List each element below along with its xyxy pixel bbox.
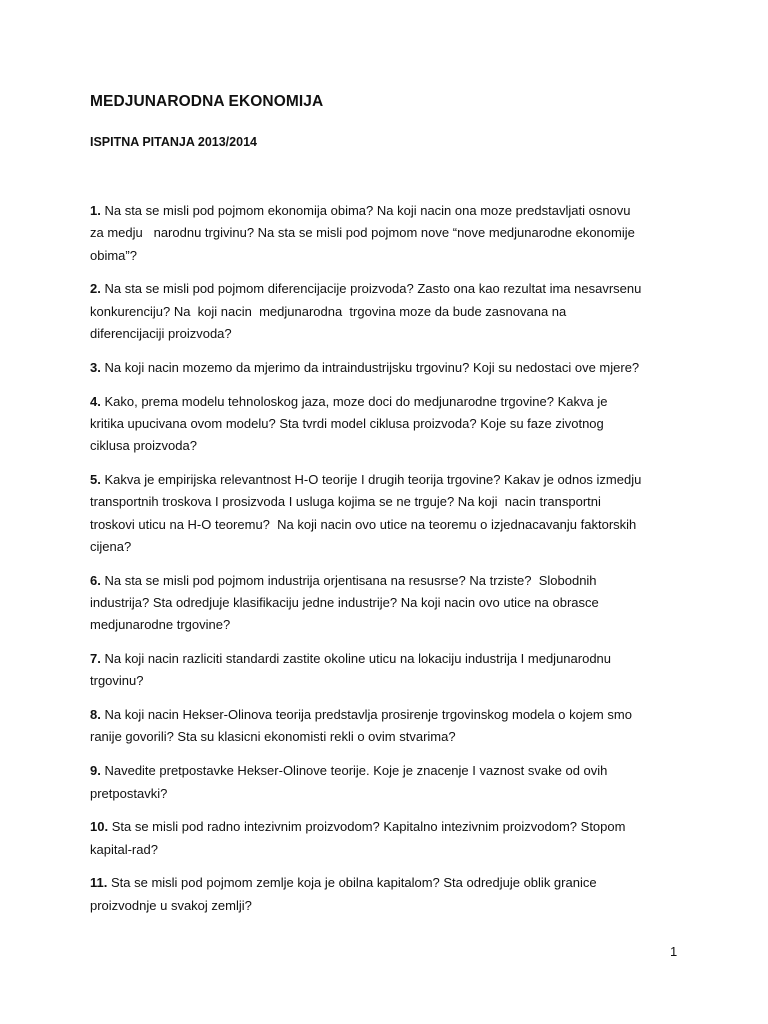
question-text-line: pretpostavki?	[90, 785, 168, 801]
question-text-line: Na koji nacin razliciti standardi zastite okoline uticu na lokaciju industrija I medjunarodnu	[104, 651, 612, 667]
question-text-line: kritika upucivana ovom modelu? Sta tvrdi model ciklusa proizvoda? Koje su faze zivotnog	[90, 415, 604, 431]
question-number: 5.	[90, 471, 101, 487]
question-text-line: medjunarodne trgovine?	[90, 617, 231, 633]
question-number: 8.	[90, 707, 101, 723]
question-number: 10.	[90, 819, 109, 835]
question-text-line: Sta se misli pod pojmom zemlje koja je obilna kapitalom? Sta odredjuje oblik granice	[110, 875, 597, 891]
question-item	[90, 570, 688, 637]
question-text-line: Navedite pretpostavke Hekser-Olinove teorije. Koje je znacenje I vaznost svake od ovih	[104, 763, 608, 779]
question-text-line: troskovi uticu na H-O teoremu? Na koji nacin ovo utice na teoremu o izjednacavanju faktorskih	[90, 516, 637, 532]
question-number: 7.	[90, 651, 101, 667]
question-text-line: Sta se misli pod radno intezivnim proizvodom? Kapitalno intezivnim proizvodom? Stopom	[111, 819, 626, 835]
question-number: 2.	[90, 281, 101, 297]
question-text-line: industrija? Sta odredjuje klasifikaciju jedne industrije? Na koji nacin ovo utice na obrasce	[90, 594, 599, 610]
question-number: 9.	[90, 763, 101, 779]
document-title: MEDJUNARODNA EKONOMIJA	[90, 93, 324, 110]
page-number: 1	[670, 944, 678, 959]
question-number: 11.	[90, 875, 108, 891]
question-text-line: obima”?	[90, 247, 137, 263]
question-item	[90, 704, 688, 749]
question-item	[90, 357, 688, 379]
question-text-line: ranije govorili? Sta su klasicni ekonomisti rekli o ovim stvarima?	[90, 729, 456, 745]
document-subtitle: ISPITNA PITANJA 2013/2014	[90, 135, 257, 149]
question-number: 6.	[90, 572, 101, 588]
question-item	[90, 200, 688, 267]
question-text-line: Kako, prema modelu tehnoloskog jaza, moze doci do medjunarodne trgovine? Kakva je	[104, 393, 608, 409]
question-number: 1.	[90, 203, 101, 218]
question-text-line: kapital-rad?	[90, 841, 158, 857]
question-text-line: ciklusa proizvoda?	[90, 438, 197, 454]
question-text-line: proizvodnje u svakoj zemlji?	[90, 897, 252, 913]
question-number: 3.	[90, 359, 101, 375]
question-text-line: Na sta se misli pod pojmom industrija orjentisana na resusrse? Na trziste? Slobodnih	[104, 572, 597, 588]
questions-list	[90, 200, 688, 929]
question-text-line: Kakva je empirijska relevantnost H-O teorije I drugih teorija trgovine? Kakav je odnos izmedju	[104, 471, 642, 487]
question-text-line: Na sta se misli pod pojmom ekonomija obima? Na koji nacin ona moze predstavljati osnovu	[104, 203, 631, 218]
question-text-line: konkurenciju? Na koji nacin medjunarodna trgovina moze da bude zasnovana na	[90, 303, 567, 319]
question-text-line: trgovinu?	[90, 673, 144, 689]
question-item	[90, 816, 688, 861]
question-text-line: cijena?	[90, 538, 132, 554]
question-item	[90, 469, 688, 558]
question-number: 4.	[90, 393, 101, 409]
question-item	[90, 391, 688, 458]
question-item	[90, 872, 688, 917]
question-text-line: diferencijaciji proizvoda?	[90, 325, 232, 341]
question-item	[90, 648, 688, 693]
question-text-line: transportnih troskova I prosizvoda I usluga kojima se ne trguje? Na koji nacin transportni	[90, 494, 601, 510]
question-item	[90, 278, 688, 345]
question-text-line: Na sta se misli pod pojmom diferencijacije proizvoda? Zasto ona kao rezultat ima nesavrsenu	[104, 281, 642, 297]
question-text-line: Na koji nacin Hekser-Olinova teorija predstavlja prosirenje trgovinskog modela o kojem smo	[104, 707, 632, 723]
question-item	[90, 760, 688, 805]
question-text-line: Na koji nacin mozemo da mjerimo da intraindustrijsku trgovinu? Koji su nedostaci ove mjere?	[104, 359, 640, 375]
question-text-line: za medju narodnu trgivinu? Na sta se misli pod pojmom nove “nove medjunarodne ekonomije	[90, 225, 635, 241]
